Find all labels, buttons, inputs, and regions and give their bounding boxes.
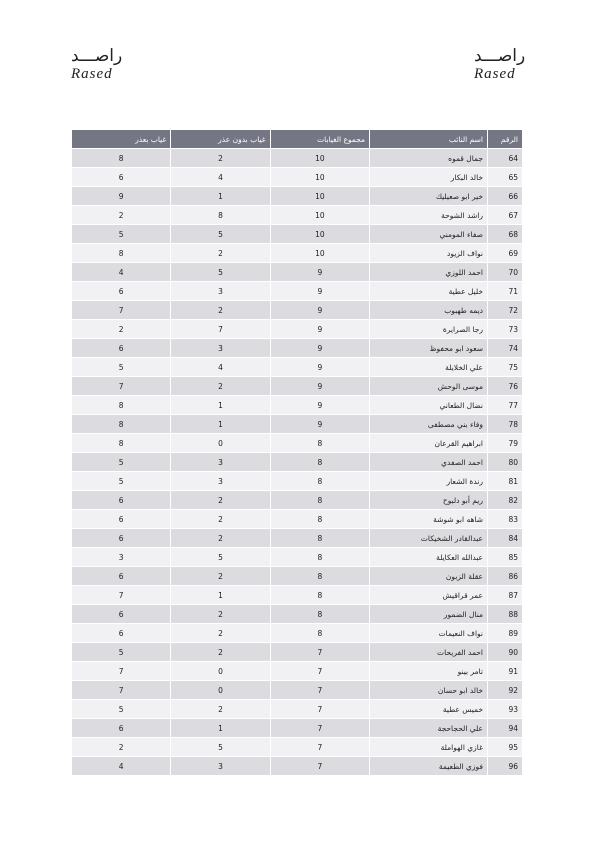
table-row [72, 757, 523, 776]
cell-total-absences: 9 [270, 301, 369, 320]
cell-name: موسى الوحش [370, 377, 488, 396]
cell-unexcused-absences: 0 [171, 434, 270, 453]
cell-total-absences: 7 [270, 700, 369, 719]
table-row [72, 396, 523, 415]
cell-excused-absences: 6 [72, 567, 171, 586]
cell-excused-absences: 2 [72, 320, 171, 339]
table-row [72, 548, 523, 567]
cell-total-absences: 8 [270, 605, 369, 624]
cell-name: ديمه طهبوب [370, 301, 488, 320]
cell-unexcused-absences: 2 [171, 567, 270, 586]
cell-excused-absences: 8 [72, 434, 171, 453]
cell-total-absences: 8 [270, 624, 369, 643]
cell-number: 96 [488, 757, 523, 776]
cell-total-absences: 8 [270, 548, 369, 567]
cell-excused-absences: 5 [72, 225, 171, 244]
cell-unexcused-absences: 4 [171, 168, 270, 187]
cell-total-absences: 8 [270, 453, 369, 472]
cell-name: خالد ابو حسان [370, 681, 488, 700]
cell-name: وفاء بني مصطفى [370, 415, 488, 434]
cell-number: 79 [488, 434, 523, 453]
cell-excused-absences: 2 [72, 738, 171, 757]
cell-number: 71 [488, 282, 523, 301]
cell-total-absences: 7 [270, 643, 369, 662]
cell-unexcused-absences: 0 [171, 681, 270, 700]
cell-unexcused-absences: 7 [171, 320, 270, 339]
table-row [72, 244, 523, 263]
cell-unexcused-absences: 5 [171, 738, 270, 757]
cell-unexcused-absences: 5 [171, 225, 270, 244]
logo-arabic-text: راصـــد [71, 46, 123, 66]
cell-total-absences: 10 [270, 187, 369, 206]
header-name: اسم النائب [370, 130, 488, 149]
cell-excused-absences: 6 [72, 491, 171, 510]
cell-name: فوزي الطعيمة [370, 757, 488, 776]
cell-number: 65 [488, 168, 523, 187]
cell-total-absences: 10 [270, 244, 369, 263]
table-row [72, 453, 523, 472]
cell-number: 92 [488, 681, 523, 700]
cell-excused-absences: 4 [72, 757, 171, 776]
cell-excused-absences: 7 [72, 377, 171, 396]
cell-name: نضال الطعاني [370, 396, 488, 415]
table-row [72, 472, 523, 491]
cell-total-absences: 9 [270, 415, 369, 434]
cell-unexcused-absences: 2 [171, 244, 270, 263]
table-row [72, 529, 523, 548]
rased-logo-right [474, 46, 544, 82]
cell-number: 87 [488, 586, 523, 605]
table-row [72, 434, 523, 453]
cell-excused-absences: 7 [72, 662, 171, 681]
cell-total-absences: 7 [270, 681, 369, 700]
cell-number: 90 [488, 643, 523, 662]
cell-number: 93 [488, 700, 523, 719]
cell-unexcused-absences: 3 [171, 453, 270, 472]
cell-number: 91 [488, 662, 523, 681]
table-row [72, 301, 523, 320]
cell-number: 84 [488, 529, 523, 548]
cell-total-absences: 8 [270, 510, 369, 529]
table-row [72, 206, 523, 225]
cell-name: ابراهيم القرعان [370, 434, 488, 453]
cell-number: 82 [488, 491, 523, 510]
cell-unexcused-absences: 3 [171, 282, 270, 301]
cell-number: 76 [488, 377, 523, 396]
cell-name: خير ابو صعيليك [370, 187, 488, 206]
cell-excused-absences: 7 [72, 586, 171, 605]
cell-name: عبدالله العكايلة [370, 548, 488, 567]
table-header-row [72, 130, 523, 149]
cell-excused-absences: 4 [72, 263, 171, 282]
cell-unexcused-absences: 2 [171, 149, 270, 168]
cell-unexcused-absences: 8 [171, 206, 270, 225]
table-row [72, 491, 523, 510]
cell-unexcused-absences: 2 [171, 643, 270, 662]
cell-unexcused-absences: 5 [171, 263, 270, 282]
absence-table [71, 129, 523, 776]
cell-name: عقلة الزبون [370, 567, 488, 586]
cell-number: 70 [488, 263, 523, 282]
cell-name: احمد الصفدي [370, 453, 488, 472]
table-row [72, 187, 523, 206]
cell-name: عمر قراقيش [370, 586, 488, 605]
cell-unexcused-absences: 2 [171, 510, 270, 529]
cell-excused-absences: 5 [72, 453, 171, 472]
table-row [72, 738, 523, 757]
cell-total-absences: 8 [270, 567, 369, 586]
cell-total-absences: 9 [270, 358, 369, 377]
cell-name: خميس عطية [370, 700, 488, 719]
table-row [72, 719, 523, 738]
cell-unexcused-absences: 3 [171, 757, 270, 776]
cell-number: 94 [488, 719, 523, 738]
cell-number: 64 [488, 149, 523, 168]
cell-name: جمال قموه [370, 149, 488, 168]
cell-name: تامر بينو [370, 662, 488, 681]
table-row [72, 643, 523, 662]
cell-number: 72 [488, 301, 523, 320]
cell-total-absences: 10 [270, 168, 369, 187]
cell-total-absences: 8 [270, 586, 369, 605]
cell-total-absences: 7 [270, 662, 369, 681]
cell-excused-absences: 3 [72, 548, 171, 567]
cell-unexcused-absences: 3 [171, 339, 270, 358]
cell-excused-absences: 6 [72, 168, 171, 187]
cell-total-absences: 9 [270, 339, 369, 358]
cell-unexcused-absences: 0 [171, 662, 270, 681]
table-row [72, 700, 523, 719]
table-row [72, 662, 523, 681]
cell-name: نواف الزيود [370, 244, 488, 263]
cell-excused-absences: 2 [72, 206, 171, 225]
cell-number: 74 [488, 339, 523, 358]
cell-total-absences: 8 [270, 472, 369, 491]
cell-unexcused-absences: 2 [171, 301, 270, 320]
cell-name: راشد الشوحة [370, 206, 488, 225]
table-row [72, 415, 523, 434]
table-row [72, 586, 523, 605]
table-row [72, 168, 523, 187]
cell-number: 85 [488, 548, 523, 567]
cell-name: رجا الصرايرة [370, 320, 488, 339]
cell-unexcused-absences: 1 [171, 719, 270, 738]
table-row [72, 605, 523, 624]
cell-name: منال الضمور [370, 605, 488, 624]
cell-number: 66 [488, 187, 523, 206]
cell-number: 88 [488, 605, 523, 624]
cell-number: 77 [488, 396, 523, 415]
cell-total-absences: 10 [270, 206, 369, 225]
logo-latin-text: Rased [71, 66, 113, 82]
cell-name: علي الخلايلة [370, 358, 488, 377]
cell-total-absences: 9 [270, 263, 369, 282]
cell-unexcused-absences: 1 [171, 415, 270, 434]
cell-name: خالد البكار [370, 168, 488, 187]
table-row [72, 624, 523, 643]
cell-name: خليل عطية [370, 282, 488, 301]
cell-name: صفاء المومني [370, 225, 488, 244]
cell-total-absences: 8 [270, 434, 369, 453]
cell-total-absences: 10 [270, 225, 369, 244]
cell-total-absences: 8 [270, 491, 369, 510]
table-row [72, 149, 523, 168]
cell-excused-absences: 9 [72, 187, 171, 206]
cell-total-absences: 7 [270, 738, 369, 757]
cell-excused-absences: 8 [72, 149, 171, 168]
table-row [72, 681, 523, 700]
cell-total-absences: 9 [270, 282, 369, 301]
table-row [72, 263, 523, 282]
logo-latin-text: Rased [474, 66, 516, 82]
header-unexcused-absences: غياب بدون عذر [171, 130, 270, 149]
cell-excused-absences: 6 [72, 339, 171, 358]
cell-excused-absences: 6 [72, 510, 171, 529]
cell-unexcused-absences: 5 [171, 548, 270, 567]
cell-unexcused-absences: 2 [171, 700, 270, 719]
table-row [72, 510, 523, 529]
table-row [72, 225, 523, 244]
cell-total-absences: 7 [270, 757, 369, 776]
cell-unexcused-absences: 2 [171, 605, 270, 624]
cell-excused-absences: 8 [72, 244, 171, 263]
rased-logo-left [71, 46, 141, 82]
cell-excused-absences: 7 [72, 301, 171, 320]
cell-number: 78 [488, 415, 523, 434]
cell-number: 86 [488, 567, 523, 586]
cell-unexcused-absences: 1 [171, 586, 270, 605]
cell-unexcused-absences: 2 [171, 529, 270, 548]
cell-number: 67 [488, 206, 523, 225]
cell-excused-absences: 7 [72, 681, 171, 700]
cell-excused-absences: 6 [72, 624, 171, 643]
table-row [72, 282, 523, 301]
cell-excused-absences: 5 [72, 472, 171, 491]
cell-unexcused-absences: 2 [171, 624, 270, 643]
cell-number: 81 [488, 472, 523, 491]
cell-name: غازي الهواملة [370, 738, 488, 757]
cell-name: نواف النعيمات [370, 624, 488, 643]
cell-name: علي الحجاحجة [370, 719, 488, 738]
cell-number: 95 [488, 738, 523, 757]
cell-unexcused-absences: 1 [171, 187, 270, 206]
cell-number: 73 [488, 320, 523, 339]
table-row [72, 358, 523, 377]
logo-arabic-text: راصـــد [474, 46, 526, 66]
table-row [72, 320, 523, 339]
cell-excused-absences: 5 [72, 643, 171, 662]
header-excused-absences: غياب بعذر [72, 130, 171, 149]
cell-excused-absences: 5 [72, 700, 171, 719]
cell-total-absences: 9 [270, 377, 369, 396]
cell-number: 69 [488, 244, 523, 263]
cell-unexcused-absences: 1 [171, 396, 270, 415]
cell-excused-absences: 6 [72, 605, 171, 624]
cell-total-absences: 9 [270, 396, 369, 415]
cell-number: 89 [488, 624, 523, 643]
cell-excused-absences: 6 [72, 719, 171, 738]
cell-name: شاهه ابو شوشة [370, 510, 488, 529]
cell-number: 68 [488, 225, 523, 244]
cell-name: رندة الشعار [370, 472, 488, 491]
cell-excused-absences: 8 [72, 415, 171, 434]
cell-unexcused-absences: 2 [171, 491, 270, 510]
cell-total-absences: 9 [270, 320, 369, 339]
table-row [72, 339, 523, 358]
cell-unexcused-absences: 3 [171, 472, 270, 491]
cell-excused-absences: 6 [72, 529, 171, 548]
cell-number: 80 [488, 453, 523, 472]
table-row [72, 567, 523, 586]
header-total-absences: مجموع الغيابات [270, 130, 369, 149]
cell-excused-absences: 6 [72, 282, 171, 301]
cell-unexcused-absences: 4 [171, 358, 270, 377]
cell-excused-absences: 5 [72, 358, 171, 377]
cell-name: احمد اللوزي [370, 263, 488, 282]
header-number: الرقم [488, 130, 523, 149]
cell-name: ريم أبو دلبوح [370, 491, 488, 510]
cell-number: 83 [488, 510, 523, 529]
cell-name: سعود ابو محفوظ [370, 339, 488, 358]
cell-unexcused-absences: 2 [171, 377, 270, 396]
cell-name: عبدالقادر الشخيكات [370, 529, 488, 548]
cell-excused-absences: 8 [72, 396, 171, 415]
table-row [72, 377, 523, 396]
cell-total-absences: 7 [270, 719, 369, 738]
cell-name: احمد الفريحات [370, 643, 488, 662]
cell-total-absences: 10 [270, 149, 369, 168]
cell-number: 75 [488, 358, 523, 377]
cell-total-absences: 8 [270, 529, 369, 548]
